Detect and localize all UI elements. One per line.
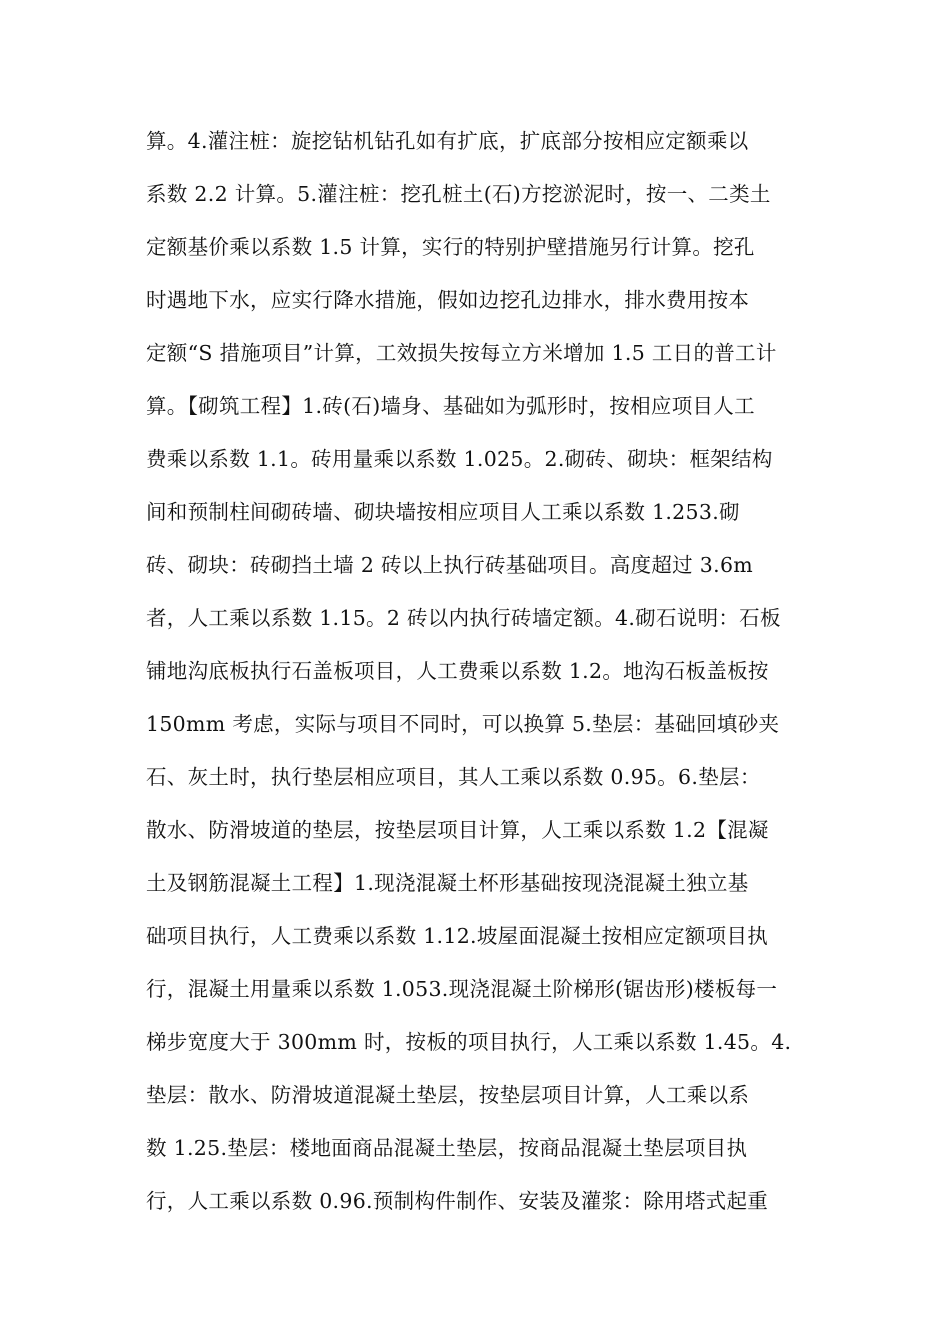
text-line: 土及钢筋混凝土工程】1.现浇混凝土杯形基础按现浇混凝土独立基 (146, 871, 749, 895)
text-line: 行，混凝土用量乘以系数 1.053.现浇混凝土阶梯形(锯齿形)楼板每一 (146, 977, 778, 1001)
text-line: 础项目执行，人工费乘以系数 1.12.坡屋面混凝土按相应定额项目执 (146, 924, 769, 948)
text-line: 150mm 考虑，实际与项目不同时，可以换算 5.垫层：基础回填砂夹 (146, 712, 780, 736)
text-line: 数 1.25.垫层：楼地面商品混凝土垫层，按商品混凝土垫层项目执 (146, 1136, 748, 1160)
text-line: 行，人工乘以系数 0.96.预制构件制作、安装及灌浆：除用塔式起重 (146, 1189, 769, 1213)
text-line: 费乘以系数 1.1。砖用量乘以系数 1.025。2.砌砖、砌块：框架结构 (146, 447, 773, 471)
text-line: 算。4.灌注桩：旋挖钻机钻孔如有扩底，扩底部分按相应定额乘以 (146, 129, 749, 153)
text-line: 垫层：散水、防滑坡道混凝土垫层，按垫层项目计算，人工乘以系 (146, 1083, 750, 1107)
text-line: 定额“S 措施项目”计算，工效损失按每立方米增加 1.5 工日的普工计 (146, 341, 777, 365)
text-line: 间和预制柱间砌砖墙、砌块墙按相应项目人工乘以系数 1.253.砌 (146, 500, 740, 524)
text-line: 者，人工乘以系数 1.15。2 砖以内执行砖墙定额。4.砌石说明：石板 (146, 606, 781, 630)
body-paragraph (146, 115, 816, 1228)
text-line: 时遇地下水，应实行降水措施，假如边挖孔边排水，排水费用按本 (146, 288, 750, 312)
text-line: 系数 2.2 计算。5.灌注桩：挖孔桩土(石)方挖淤泥时，按一、二类土 (146, 182, 771, 206)
text-line: 散水、防滑坡道的垫层，按垫层项目计算，人工乘以系数 1.2【混凝 (146, 818, 769, 842)
text-line: 铺地沟底板执行石盖板项目，人工费乘以系数 1.2。地沟石板盖板按 (146, 659, 769, 683)
text-line: 石、灰土时，执行垫层相应项目，其人工乘以系数 0.95。6.垫层： (146, 765, 761, 789)
text-line: 定额基价乘以系数 1.5 计算，实行的特别护壁措施另行计算。挖孔 (146, 235, 755, 259)
text-line: 算。【砌筑工程】1.砖(石)墙身、基础如为弧形时，按相应项目人工 (146, 394, 755, 418)
text-line: 砖、砌块：砖砌挡土墙 2 砖以上执行砖基础项目。高度超过 3.6m (146, 553, 754, 577)
text-line: 梯步宽度大于 300mm 时，按板的项目执行，人工乘以系数 1.45。4. (146, 1030, 792, 1054)
